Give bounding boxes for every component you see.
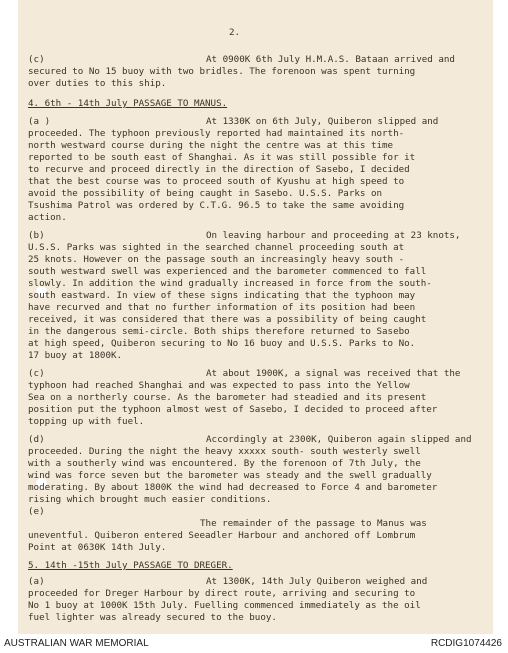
para-c-line: over duties to this ship.	[28, 78, 167, 89]
section-5a-line: At 1300K, 14th July Quiberon weighed and	[206, 576, 428, 587]
section-4e-line: uneventful. Quiberon entered Seeadler Harbour and anchored off Lombrum	[28, 530, 416, 541]
section-4e-line: Point at 0630K 14th July.	[28, 542, 167, 553]
section-4b-line: south westward swell was experienced and the barometer commenced to fall	[28, 266, 427, 277]
section-4d-line: Accordingly at 2300K, Quiberon again slipped and	[206, 434, 472, 445]
section-4c-line: typhoon had reached Shanghai and was expected to pass into the Yellow	[28, 380, 410, 391]
section-4a-line: avoid the possibility of being caught in Sasebo. U.S.S. Parks on	[28, 188, 383, 199]
para-c-label: (c)	[28, 54, 45, 65]
section-4e-line: The remainder of the passage to Manus was	[200, 518, 427, 529]
para-c-line: At 0900K 6th July H.M.A.S. Bataan arrived and	[206, 54, 455, 65]
section-4d-line: with a southerly wind was encountered. By the forenoon of 7th July, the	[28, 458, 421, 469]
section-4d-line: wind was force seven but the barometer was steady and the swell gradually	[28, 470, 432, 481]
section-4b-line: have recurved and that no further information of its position had been	[28, 302, 416, 313]
section-4e-label: (e)	[28, 506, 45, 517]
section-4d-line: moderating. By about 1800K the wind had decreased to Force 4 and barometer	[28, 482, 438, 493]
para-c-line: secured to No 15 buoy with two bridles. The forenoon was spent turning	[28, 66, 416, 77]
footer-credit: AUSTRALIAN WAR MEMORIAL	[4, 638, 149, 649]
section-4b-line: in the dangerous semi-circle. Both ships therefore returned to Sasebo	[28, 326, 410, 337]
section-4a-line: action.	[28, 212, 67, 223]
section-4c-label: (c)	[28, 368, 45, 379]
section-4b-line: slowly. In addition the wind gradually increased in force from the south-	[28, 278, 432, 289]
section-4a-line: At 1330K on 6th July, Quiberon slipped and	[206, 116, 439, 127]
section-4b-line: at high speed, Quiberon securing to No 16 buoy and U.S.S. Parks to No.	[28, 338, 416, 349]
section-4d-line: proceeded. During the night the heavy xxxxx south- south westerly swell	[28, 446, 421, 457]
section-4b-line: received, it was considered that there was a possibility of being caught	[28, 314, 427, 325]
section-4a-label: (a )	[28, 116, 51, 127]
section-4c-line: At about 1900K, a signal was received that the	[206, 368, 461, 379]
section-4c-line: position put the typhoon almost west of Sasebo, I decided to proceed after	[28, 404, 438, 415]
section-4b-line: south eastward. In view of these signs indicating that the typhoon may	[28, 290, 416, 301]
section-5-heading: 5. 14th -15th July PASSAGE TO DREGER.	[28, 560, 233, 571]
footer-reference: RCDIG1074426	[430, 638, 502, 649]
page-number: 2.	[229, 27, 241, 38]
section-4b-label: (b)	[28, 230, 45, 241]
section-4b-line: 25 knots. However on the passage south an increasingly heavy south -	[28, 254, 405, 265]
section-4a-line: north westward course during the night the centre was at this time	[28, 140, 394, 151]
section-4d-label: (d)	[28, 434, 45, 445]
section-4-heading: 4. 6th - 14th July PASSAGE TO MANUS.	[28, 98, 228, 109]
section-5a-line: No 1 buoy at 1000K 15th July. Fuelling commenced immediately as the oil	[28, 600, 421, 611]
section-5a-line: fuel lighter was already secured to the buoy.	[28, 612, 277, 623]
section-4c-line: Sea on a northerly course. As the barometer had steadied and its present	[28, 392, 427, 403]
section-5a-line: proceeded for Dreger Harbour by direct route, arriving and securing to	[28, 588, 416, 599]
section-4b-line: On leaving harbour and proceeding at 23 knots,	[206, 230, 461, 241]
section-4a-line: Tsushima Patrol was ordered by C.T.G. 96.5 to take the same avoiding	[28, 200, 405, 211]
section-4a-line: proceeded. The typhoon previously reported had maintained its north-	[28, 128, 405, 139]
section-4a-line: reported to be south east of Shanghai. As it was still possible for it	[28, 152, 416, 163]
section-4b-line: 17 buoy at 1800K.	[28, 350, 123, 361]
section-4c-line: topping up with fuel.	[28, 416, 145, 427]
section-5a-label: (a)	[28, 576, 45, 587]
section-4d-line: rising which brought much easier conditions.	[28, 494, 272, 505]
section-4a-line: that the best course was to proceed south of Kyushu at high speed to	[28, 176, 405, 187]
section-4b-line: U.S.S. Parks was sighted in the searched channel proceeding south at	[28, 242, 405, 253]
section-4a-line: to recurve and proceed directly in the direction of Sasebo, I decided	[28, 164, 410, 175]
